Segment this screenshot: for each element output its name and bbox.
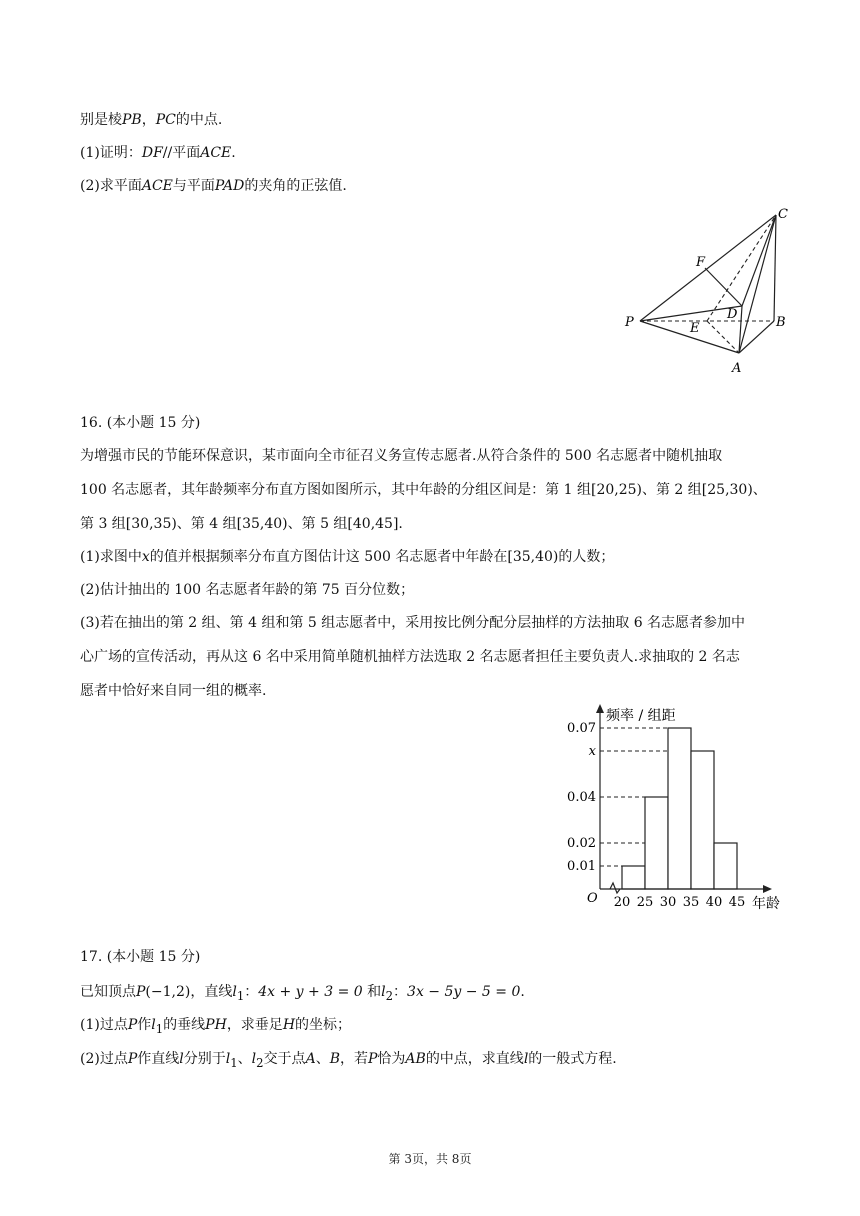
- q16-part3-line1: (3)若在抽出的第 2 组、第 4 组和第 5 组志愿者中，采用按比例分配分层抽样的方法抽取 6 名志愿者参加中: [80, 615, 746, 631]
- label-A: A: [732, 361, 742, 376]
- edge-BA: [739, 321, 774, 353]
- q16-para-line2: 100 名志愿者，其年龄频率分布直方图如图所示，其中年龄的分组区间是：第 1 组[20,25)、第 2 组[25,30)、: [80, 482, 767, 498]
- q16-part3-line2: 心广场的宣传活动，再从这 6 名中采用简单随机抽样方法选取 2 名志愿者担任主要负责人.求抽取的 2 名志: [80, 649, 740, 665]
- q15-line1: 别是棱PB，PC的中点.: [80, 112, 223, 128]
- x-tick-label-45: 45: [728, 895, 746, 910]
- q16-part3-line3: 愿者中恰好来自同一组的概率.: [80, 683, 267, 699]
- label-F: F: [696, 255, 706, 270]
- label-E: E: [690, 321, 700, 336]
- q17-part1: (1)过点P作$l_1$的垂线PH，求垂足H的坐标；: [80, 1017, 352, 1036]
- q15-part2: (2)求平面ACE与平面PAD的夹角的正弦值.: [80, 178, 347, 194]
- y-tick-label-0.01: 0.01: [567, 859, 596, 874]
- x-axis-arrow: [763, 885, 772, 893]
- y-tick-label-0.07: 0.07: [567, 721, 596, 736]
- edge-CB: [774, 215, 776, 321]
- label-D: D: [727, 307, 738, 322]
- hist-bar-4: [691, 751, 714, 889]
- edge-CA: [739, 215, 776, 353]
- y-tick-label-x: x: [588, 744, 596, 759]
- y-axis-label: 频率 / 组距: [606, 708, 676, 724]
- label-B: B: [776, 315, 786, 330]
- pyramid-figure: [610, 200, 810, 380]
- y-axis-arrow: [596, 704, 604, 713]
- q16-para-line3: 第 3 组[30,35)、第 4 组[35,40)、第 5 组[40,45].: [80, 516, 403, 532]
- label-P: P: [625, 315, 634, 330]
- q17-given: 已知顶点P(−1,2)，直线$l_1$：4x + y + 3 = 0 和$l_2$：3x − 5y − 5 = 0.: [80, 984, 525, 1003]
- q17-part2: (2)过点P作直线l分别于$l_1$、$l_2$交于点A、B，若P恰为AB的中点，求直线l的一般式方程.: [80, 1051, 617, 1070]
- x-axis-label: 年龄: [752, 896, 780, 912]
- x-tick-label-30: 30: [659, 895, 677, 910]
- page-footer: 第 3页，共 8页: [388, 1152, 472, 1166]
- q16-part1: (1)求图中x的值并根据频率分布直方图估计这 500 名志愿者中年龄在[35,40)的人数；: [80, 549, 615, 565]
- q16-part2: (2)估计抽出的 100 名志愿者年龄的第 75 百分位数；: [80, 582, 415, 598]
- edge-FD: [705, 268, 742, 306]
- axis-break: [610, 883, 620, 893]
- x-tick-label-25: 25: [636, 895, 654, 910]
- q17-header: 17. (本小题 15 分): [80, 949, 201, 965]
- q16-header: 16. (本小题 15 分): [80, 415, 201, 431]
- hist-bar-2: [645, 797, 668, 889]
- x-tick-label-20: 20: [613, 895, 631, 910]
- hist-bar-1: [622, 866, 645, 889]
- x-tick-label-35: 35: [682, 895, 700, 910]
- age-histogram: [560, 700, 800, 920]
- y-tick-label-0.02: 0.02: [567, 836, 596, 851]
- hist-bar-3: [668, 728, 691, 889]
- q15-part1: (1)证明：DF//平面ACE.: [80, 145, 236, 161]
- hist-bar-5: [714, 843, 737, 889]
- origin-label: O: [587, 891, 598, 906]
- label-C: C: [778, 207, 788, 222]
- y-tick-label-0.04: 0.04: [567, 790, 596, 805]
- x-tick-label-40: 40: [705, 895, 723, 910]
- q16-para-line1: 为增强市民的节能环保意识，某市面向全市征召义务宣传志愿者.从符合条件的 500 名志愿者中随机抽取: [80, 448, 723, 464]
